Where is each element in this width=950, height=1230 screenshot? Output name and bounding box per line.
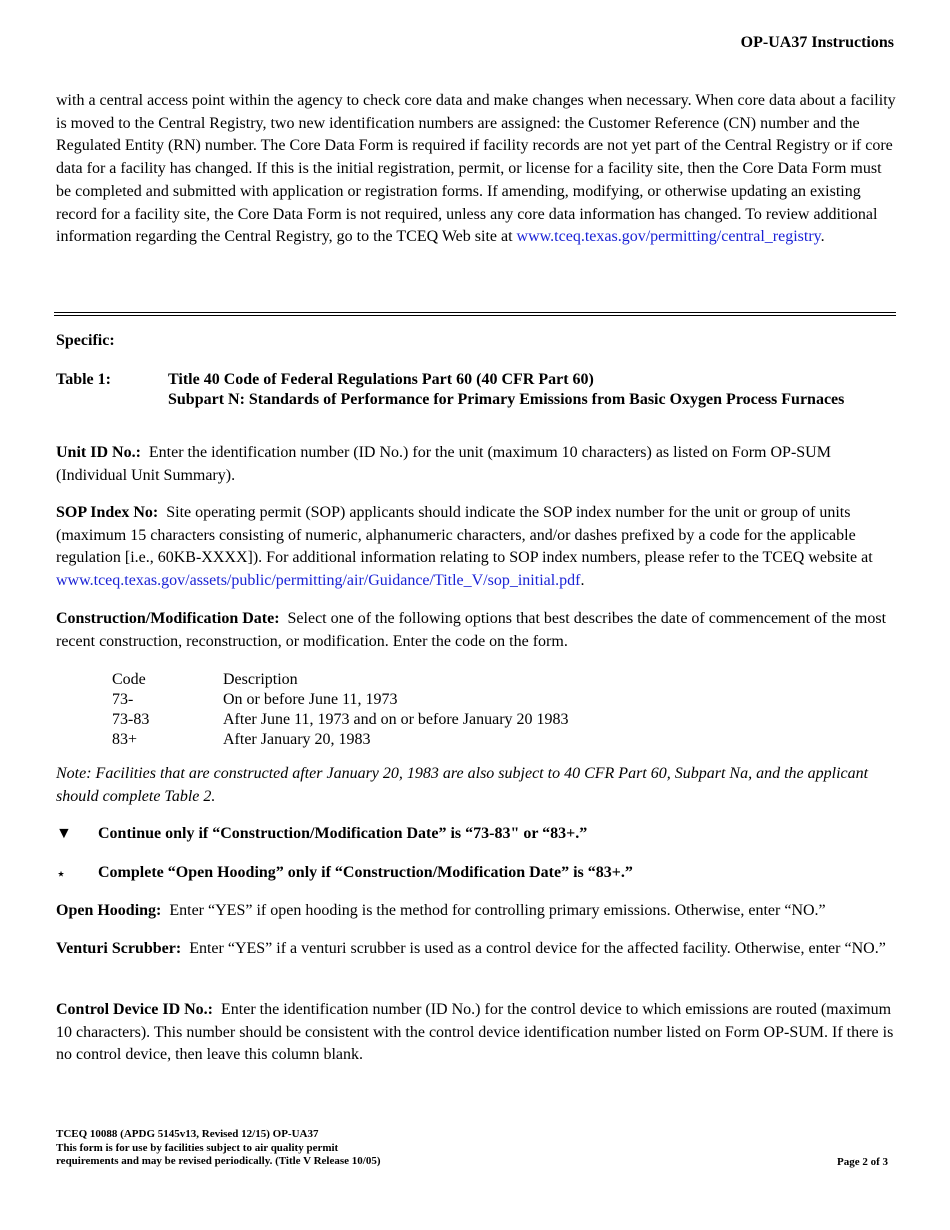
intro-end: . — [820, 228, 825, 246]
description-column-header: Description — [223, 671, 298, 688]
divider-bottom — [54, 315, 896, 316]
control-device-paragraph — [56, 999, 896, 1067]
footer-usage-line2: requirements and may be revised periodically. (Title V Release 10/05) — [56, 1155, 381, 1167]
table-label: Table 1: — [56, 371, 111, 388]
specific-heading: Specific: — [56, 332, 115, 349]
note-paragraph: Note: Facilities that are constructed after January 20, 1983 are also subject to 40 CFR Part 60, Subpart Na, and the applicant should complete Table 2. — [56, 765, 869, 805]
venturi-label: Venturi Scrubber: — [56, 940, 182, 957]
bullet-complete-text: Complete “Open Hooding” only if “Construction/Modification Date” is “83+.” — [98, 864, 633, 881]
sop-index-label: SOP Index No: — [56, 504, 159, 521]
table-title-line1: Title 40 Code of Federal Regulations Part 60 (40 CFR Part 60) — [168, 371, 594, 388]
control-device-text: Enter the identification number (ID No.) for the control device to which emissions are routed (maximum 10 characters). This number should be consistent with the control device identification number listed on Form OP-SUM. If there is no control device, then leave this column blank. — [56, 1001, 894, 1064]
sop-guidance-link[interactable]: www.tceq.texas.gov/assets/public/permitting/air/Guidance/Title_V/sop_initial.pdf — [56, 572, 581, 590]
intro-paragraph — [56, 90, 896, 249]
page-footer — [56, 1128, 380, 1169]
page-number: Page 2 of 3 — [836, 1156, 888, 1168]
table-title-line2: Subpart N: Standards of Performance for Primary Emissions from Basic Oxygen Process Furnaces — [168, 390, 845, 408]
venturi-paragraph — [56, 938, 896, 961]
divider-top — [54, 312, 896, 313]
central-registry-link[interactable]: www.tceq.texas.gov/permitting/central_registry — [516, 228, 821, 246]
down-triangle-icon: ▼ — [56, 825, 72, 842]
page-header-title: OP-UA37 Instructions — [740, 34, 894, 51]
code-column-header: Code — [112, 671, 146, 688]
code-description: After June 11, 1973 and on or before January 20 1983 — [223, 711, 569, 728]
star-icon: ⋆ — [56, 866, 67, 883]
open-hooding-paragraph — [56, 900, 896, 923]
code-value: 73- — [112, 691, 134, 708]
intro-text: with a central access point within the agency to check core data and make changes when necessary. When core data about a facility is moved to the Central Registry, two new identification numbers are assigned: the Customer Reference (CN) number and the Regulated Entity (RN) number. The Core Data Form is required if facility records are not yet part of the Central Registry or if core data for a facility has changed. If this is the initial registration, permit, or license for a facility site, then the Core Data Form must be completed and submitted with application or registration forms. If amending, modifying, or otherwise updating an existing record for a facility site, the Core Data Form is not required, unless any core data information has changed. To review additional information regarding the Central Registry, go to the TCEQ Web site at — [56, 92, 896, 246]
code-value: 83+ — [112, 731, 138, 748]
unit-id-label: Unit ID No.: — [56, 444, 141, 461]
sop-index-paragraph — [56, 502, 896, 593]
bullet-continue-text: Continue only if “Construction/Modification Date” is “73-83" or “83+.” — [98, 825, 588, 842]
sop-index-text: Site operating permit (SOP) applicants should indicate the SOP index number for the unit or group of units (maximum 15 characters consisting of numeric, alphanumeric characters, and/or dashes prefixed by a code for the applicable regulation [i.e., 60KB-XXXX]). For additional information relating to SOP index numbers, please refer to the TCEQ website at — [56, 504, 873, 567]
unit-id-paragraph — [56, 442, 896, 487]
unit-id-text: Enter the identification number (ID No.) for the unit (maximum 10 characters) as listed on Form OP-SUM (Individual Unit Summary). — [56, 444, 831, 484]
code-row — [112, 730, 569, 750]
construction-paragraph — [56, 608, 896, 653]
open-hooding-text: Enter “YES” if open hooding is the method for controlling primary emissions. Otherwise, enter “NO.” — [169, 902, 826, 919]
code-table-header — [112, 670, 569, 690]
venturi-text: Enter “YES” if a venturi scrubber is used as a control device for the affected facility. Otherwise, enter “NO.” — [189, 940, 886, 957]
code-value: 73-83 — [112, 711, 150, 728]
construction-label: Construction/Modification Date: — [56, 610, 280, 627]
code-description: On or before June 11, 1973 — [223, 691, 398, 708]
control-device-label: Control Device ID No.: — [56, 1001, 214, 1018]
footer-usage-line1: This form is for use by facilities subject to air quality permit — [56, 1141, 339, 1154]
sop-index-end: . — [580, 572, 585, 590]
code-description: After January 20, 1983 — [223, 731, 371, 748]
code-table — [112, 670, 569, 750]
code-row — [112, 690, 569, 710]
open-hooding-label: Open Hooding: — [56, 902, 162, 919]
footer-form-id: TCEQ 10088 (APDG 5145v13, Revised 12/15) OP-UA37 — [56, 1128, 319, 1140]
construction-text: Select one of the following options that best describes the date of commencement of the most recent construction, reconstruction, or modification. Enter the code on the form. — [56, 610, 887, 650]
code-row — [112, 710, 569, 730]
